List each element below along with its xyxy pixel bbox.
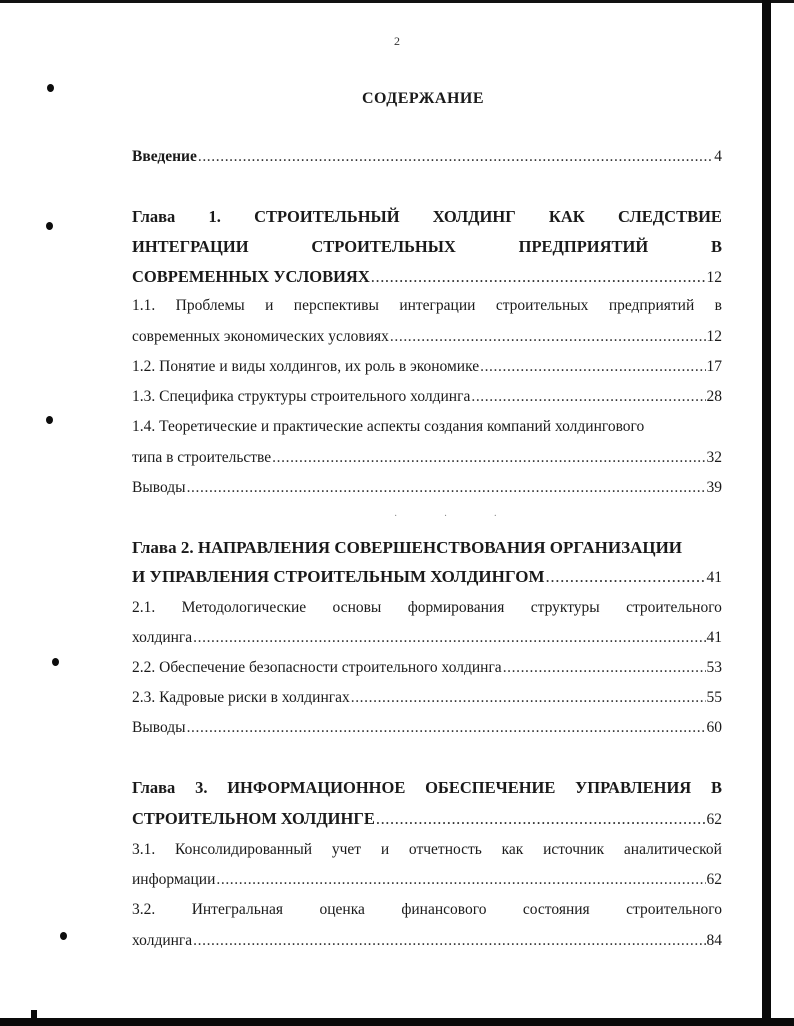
page-ref: 41 — [706, 629, 722, 646]
page-ref: 12 — [706, 269, 722, 286]
leader-dots — [272, 449, 705, 467]
leader-dots — [187, 479, 706, 497]
toc-entry-3-2-line-2[interactable]: холдинга ..... 84 — [132, 932, 722, 954]
scan-edge-left — [31, 1010, 37, 1026]
page-ref: 62 — [706, 811, 722, 828]
toc-entry-1-2[interactable]: 1.2. Понятие и виды холдингов, их роль в экономике ..... 17 — [132, 358, 722, 380]
page-ref: 53 — [706, 659, 722, 676]
leader-dots — [390, 328, 706, 346]
toc-entry-1-4-line-1[interactable]: 1.4. Теоретические и практические аспекты создания компаний холдингового — [132, 418, 645, 435]
leader-dots — [216, 871, 705, 889]
chapter-2-heading-line-2[interactable]: И УПРАВЛЕНИЯ СТРОИТЕЛЬНЫМ ХОЛДИНГОМ ..... 41 — [132, 567, 722, 589]
page-ref: 39 — [706, 479, 722, 496]
leader-dots — [371, 267, 706, 287]
page-ref: 84 — [706, 932, 722, 949]
leader-dots — [351, 689, 706, 707]
page-ref: 4 — [714, 148, 722, 165]
leader-dots — [376, 809, 706, 829]
toc-entry-2-2[interactable]: 2.2. Обеспечение безопасности строительного холдинга ..... 53 — [132, 659, 722, 681]
page-ref: 17 — [706, 358, 722, 375]
punch-hole — [52, 658, 59, 666]
toc-entry-conclusions-2[interactable]: Выводы ..... 60 — [132, 719, 722, 741]
page-ref: 12 — [706, 328, 722, 345]
toc-entry-1-3[interactable]: 1.3. Специфика структуры строительного холдинга ..... 28 — [132, 388, 722, 410]
toc-entry-2-1-line-2[interactable]: холдинга ..... 41 — [132, 629, 722, 651]
toc-entry-3-2-line-1[interactable]: 3.2. Интегральная оценка финансового состояния строительного — [132, 901, 722, 918]
toc-entry-1-1-line-1[interactable]: 1.1. Проблемы и перспективы интеграции строительных предприятий в — [132, 297, 722, 314]
toc-entry-1-4-line-2[interactable]: типа в строительстве ..... 32 — [132, 449, 722, 471]
page-title: СОДЕРЖАНИЕ — [361, 90, 485, 107]
leader-dots — [546, 567, 706, 587]
leader-dots — [187, 719, 706, 737]
page-ref: 60 — [706, 719, 722, 736]
toc-entry-intro[interactable]: Введение ..... 4 — [132, 148, 722, 170]
toc-entry-3-1-line-2[interactable]: информации ..... 62 — [132, 871, 722, 893]
chapter-3-heading-line-1[interactable]: Глава 3. ИНФОРМАЦИОННОЕ ОБЕСПЕЧЕНИЕ УПРАВЛЕНИЯ В — [132, 778, 722, 797]
punch-hole — [46, 222, 53, 230]
page-number: 2 — [394, 34, 400, 48]
chapter-3-heading-line-2[interactable]: СТРОИТЕЛЬНОМ ХОЛДИНГЕ ..... 62 — [132, 809, 722, 831]
toc-entry-2-3[interactable]: 2.3. Кадровые риски в холдингах ..... 55 — [132, 689, 722, 711]
page-ref: 55 — [706, 689, 722, 706]
toc-entry-1-1-line-2[interactable]: современных экономических условиях ..... 12 — [132, 328, 722, 350]
leader-dots — [198, 148, 713, 166]
chapter-1-heading-line-2[interactable]: ИНТЕГРАЦИИ СТРОИТЕЛЬНЫХ ПРЕДПРИЯТИЙ В — [132, 237, 722, 256]
page-ref: 62 — [706, 871, 722, 888]
chapter-2-heading-line-1[interactable]: Глава 2. НАПРАВЛЕНИЯ СОВЕРШЕНСТВОВАНИЯ ОРГАНИЗАЦИИ — [132, 538, 683, 557]
page-ref: 28 — [706, 388, 722, 405]
scan-edge-bottom — [0, 1018, 794, 1026]
chapter-1-heading-line-1[interactable]: Глава 1. СТРОИТЕЛЬНЫЙ ХОЛДИНГ КАК СЛЕДСТВИЕ — [132, 207, 722, 226]
toc-entry-conclusions-1[interactable]: Выводы ..... 39 — [132, 479, 722, 501]
chapter-1-heading-line-3[interactable]: СОВРЕМЕННЫХ УСЛОВИЯХ ..... 12 — [132, 267, 722, 289]
leader-dots — [503, 659, 706, 677]
toc-entry-3-1-line-1[interactable]: 3.1. Консолидированный учет и отчетность как источник аналитической — [132, 841, 722, 858]
leader-dots — [193, 629, 705, 647]
punch-hole — [46, 416, 53, 424]
page-ref: 32 — [706, 449, 722, 466]
scan-edge-top — [0, 0, 794, 3]
scan-specks: · · · — [394, 511, 519, 522]
punch-hole — [60, 932, 67, 940]
scan-edge-right — [762, 0, 771, 1026]
toc-entry-2-1-line-1[interactable]: 2.1. Методологические основы формирования структуры строительного — [132, 599, 722, 616]
leader-dots — [471, 388, 705, 406]
page-ref: 41 — [706, 569, 722, 586]
leader-dots — [480, 358, 705, 376]
leader-dots — [193, 932, 705, 950]
